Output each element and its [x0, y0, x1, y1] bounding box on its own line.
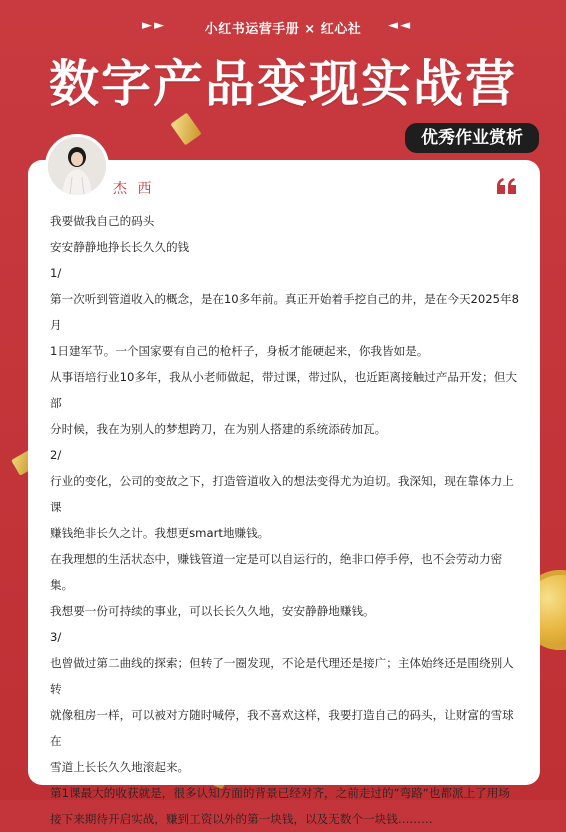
body-line: 第一次听到管道收入的概念，是在10多年前。真正开始着手挖自己的井，是在今天2025年8月	[50, 292, 520, 332]
quote-icon	[496, 178, 518, 194]
gold-foil-decoration	[170, 113, 201, 146]
body-line: 1日建军节。一个国家要有自己的枪杆子，身板才能硬起来，你我皆如是。	[50, 344, 429, 358]
header-subtitle: 小红书运营手册 × 红心社	[204, 21, 362, 37]
body-line: 我想要一份可持续的事业，可以长长久久地，安安静静地赚钱。	[50, 604, 375, 618]
body-line: 接下来期待开启实战，赚到工资以外的第一块钱，以及无数个一块钱………	[50, 812, 433, 826]
body-line: 我要做我自己的码头	[50, 214, 155, 228]
page-title: 数字产品变现实战营	[49, 55, 517, 113]
avatar	[45, 134, 109, 198]
body-line: 就像租房一样，可以被对方随时喊停，我不喜欢这样，我要打造自己的码头，让财富的雪球在	[50, 708, 514, 748]
body-line: 安安静静地挣长长久久的钱	[50, 240, 190, 254]
body-line: 雪道上长长久久地滚起来。	[50, 760, 190, 774]
body-line: 行业的变化，公司的变故之下，打造管道收入的想法变得尤为迫切。我深知，现在靠体力上课	[50, 474, 514, 514]
body-line: 也曾做过第二曲线的探索；但转了一圈发现，不论是代理还是接广；主体始终还是围绕别人转	[50, 656, 514, 696]
section-marker: 1/	[50, 266, 62, 280]
section-marker: 2/	[50, 448, 62, 462]
section-marker: 3/	[50, 630, 62, 644]
homework-body	[50, 208, 520, 832]
body-line: 从事语培行业10多年，我从小老师做起，带过课，带过队，也近距离接触过产品开发；但大部	[50, 370, 517, 410]
author-name: 杰 西	[113, 181, 155, 197]
homework-badge: 优秀作业赏析	[405, 123, 539, 153]
body-line: 分时候，我在为别人的梦想跨刀，在为别人搭建的系统添砖加瓦。	[50, 422, 387, 436]
left-arrows: ► ►	[142, 18, 164, 33]
body-line: 赚钱绝非长久之计。我想更smart地赚钱。	[50, 526, 270, 540]
avatar-image	[48, 137, 106, 195]
body-line: 第1课最大的收获就是，很多认知方面的背景已经对齐，之前走过的“弯路“也都派上了用场	[50, 786, 510, 800]
body-line: 在我理想的生活状态中，赚钱管道一定是可以自运行的，绝非口停手停，也不会劳动力密集。	[50, 552, 503, 592]
right-arrows: ◄ ◄	[388, 18, 410, 33]
